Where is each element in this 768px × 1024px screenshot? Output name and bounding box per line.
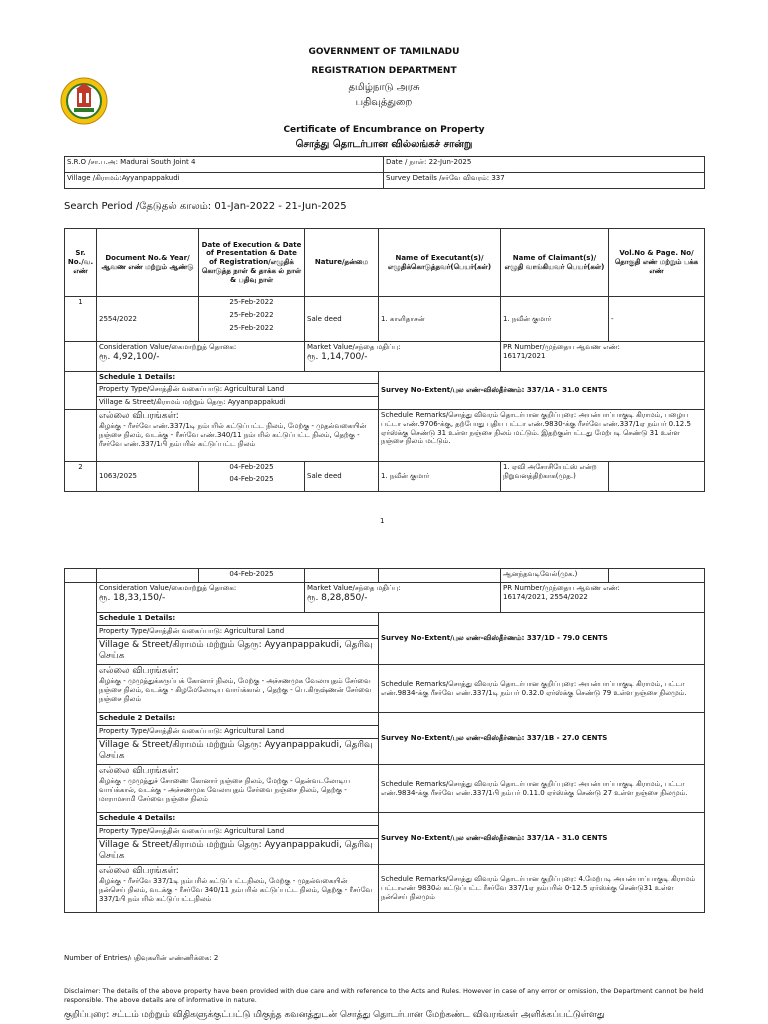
table-row: [65, 297, 705, 342]
entry2-claimant-cont: ஆனந்தவடிவேல்(முக.): [501, 569, 609, 583]
entry1-survey: Survey No-Extent/புல எண்-விஸ்தீர்ணம்: 337/1A - 31.0 CENTS: [379, 372, 705, 410]
entry1-exec-date: 25-Feb-2022: [229, 298, 274, 306]
entry2-doc: 1063/2025: [97, 462, 199, 492]
entry1-doc: 2554/2022: [97, 297, 199, 342]
entry1-dates: [199, 297, 305, 342]
consideration-label: Consideration Value/கைமாற்றுத் தொகை:: [99, 584, 237, 592]
entry2-s1-remarks: Schedule Remarks/சொத்து விவரம் தொடர்பான குறிப்புரை: அயன்பாப்பாகுடி கிராமம், பட்டா எண்.9834-க்கு ரீசர்வே எண்.337/1டி நம்பர் 0.32.0 ஏர்ஸ்க்கு செண்டு 79 உள்ள நஞ்சை நிலமும்.: [379, 665, 705, 713]
entry2-pres-date: 04-Feb-2025: [229, 474, 274, 483]
entry2-s1-survey: Survey No-Extent/புல எண்-விஸ்தீர்ணம்: 337/1D - 79.0 CENTS: [379, 613, 705, 665]
entry1-pr: [501, 342, 705, 372]
table-row: [65, 462, 705, 492]
table-header-row: [65, 229, 705, 297]
entry1-vol: -: [609, 297, 705, 342]
boundary-text: கிழக்கு - ரீசர்வே எண்.337/1டி நம்பரில் கட்டுப்பட்ட நிலம், மேற்கு - முதல்வகையின் நஞ்சை நிலம், வடக்கு - ரீசர்வே எண்.340/11 நம்பரில் கட்டுப்பட்ட நிலம், தெற்கு - ரீசர்வே எண்.337/1பி நம்பரில் கட்டுப்பட்ட நிலம்: [99, 422, 367, 448]
market-value: ரூ. 8,28,850/-: [307, 592, 368, 603]
table-row: [65, 342, 705, 372]
boundary-text: கிழக்கு - ரீசர்வே 337/1டி நம்பரில் கட்டுப்பட்டநிலம், மேற்கு - முதல்வகையின் நன்செய் நிலம், வடக்கு - ரீசர்வே 340/11 நம்பரில் கட்டுப்பட்ட நிலம், தெற்கு - ரீசர்வே 337/1பி நம்பரில் கட்டுப்பட்டநிலம்: [99, 877, 373, 903]
cert-title-ta: சொத்து தொடர்பான வில்லங்கச் சான்று: [295, 139, 473, 150]
entry2-s2-title: Schedule 2 Details:: [97, 713, 379, 726]
consideration-value: ரூ. 4,92,100/-: [99, 351, 160, 362]
entry1-claimant: 1. நவீன் குமார்: [501, 297, 609, 342]
entry2-reg-date: 04-Feb-2025: [199, 569, 305, 583]
entry2-s1-boundaries: [97, 665, 379, 713]
pr-value: 16174/2021, 2554/2022: [503, 592, 588, 601]
entry2-exec-date: 04-Feb-2025: [229, 463, 274, 471]
entry1-pres-date: 25-Feb-2022: [229, 310, 274, 319]
entry2-s4-ptype: Property Type/சொத்தின் வகைப்பாடு: Agricultural Land: [97, 826, 379, 839]
info-table: [64, 156, 705, 189]
entry2-s4-title: Schedule 4 Details:: [97, 813, 379, 826]
boundary-title: எல்லை விபரங்கள்:: [99, 766, 179, 776]
entry2-nature: Sale deed: [305, 462, 379, 492]
col-date: Date of Execution & Date of Presentation & Date of Registration/எழுதிக் கொடுத்த நாள் & தாக்க ல் நாள் & பதிவு நாள்: [199, 229, 305, 297]
pr-value: 16171/2021: [503, 351, 546, 360]
survey-cell: Survey Details /சர்வே விவரம்: 337: [384, 173, 705, 189]
entry2-s2-boundaries: [97, 765, 379, 813]
boundary-text: கிழக்கு - முமுத்துக்கருப்பக் கோனார் நிலம், மேற்கு - அச்சணமுக வேலாயுதம் சேர்வை நஞ்சை நிலம், வடக்கு - கிழமேலோடிய வாய்க்கால் , தெற்கு - பெ.கிருஷ்ணன் சேர்வை நஞ்சை நிலம்: [99, 677, 372, 703]
entry2-s2-survey: Survey No-Extent/புல எண்-விஸ்தீர்ணம்: 337/1B - 27.0 CENTS: [379, 713, 705, 765]
entry2-executant: 1. நவீன் குமார்: [379, 462, 501, 492]
boundary-text: கிழக்கு - முமுத்துச் சோணை கோனார் நஞ்சை நிலம், மேற்கு - தென்வடலோடிய வாய்க்கால், வடக்கு - அச்சணமுக வேலாயுதம் சேர்வை நஞ்சை நிலம், தெற்கு - மாராமசாமி சேர்வை நஞ்சை நிலம்: [99, 777, 350, 803]
page-number: 1: [380, 517, 385, 525]
entry1-boundaries: [97, 410, 379, 462]
entry1-executant: 1. காளிதாசன்: [379, 297, 501, 342]
encumbrance-table-page1: [64, 228, 705, 492]
pr-label: PR Number/முந்தைய ஆவண எண்:: [503, 584, 620, 592]
col-executant: Name of Executant(s)/ எழுதிக்கொடுத்தவர்(பெயர்(கள்): [379, 229, 501, 297]
consideration-label: Consideration Value/கைமாற்றுத் தொகை:: [99, 343, 237, 351]
market-value: ரூ. 1,14,700/-: [307, 351, 368, 362]
disclaimer-text-ta: குறிப்புரை: சட்டம் மற்றும் விதிகளுக்குட்பட்டு மிகுந்த கவனத்துடன் சொத்து தொடர்பான மேற்கண்ட விவரங்கள் அளிக்கப்பட்டுள்ளது: [64, 1010, 605, 1020]
gov-title-ta: தமிழ்நாடு அரசு: [348, 82, 420, 93]
gov-title: GOVERNMENT OF TAMILNADU: [308, 47, 460, 57]
entry2-s2-village: Village & Street/கிராமம் மற்றும் தெரு: Ayyanpappakudi, தெரிவு செய்க: [97, 739, 379, 765]
entry2-claimant: 1. ஏவி அசோசியேட்ஸ் என்ற நிறுவனத்திற்காக(முத.): [501, 462, 609, 492]
entry2-s4-remarks: Schedule Remarks/சொத்து விவரம் தொடர்பான குறிப்புரை: 4.மேற்படி அயன்பாப்பாகுடி கிராமம் பட்டாஎண் 9830ல் கட்டுப்பட்ட ரீசர்வே 337/1ஏ நம்பரில் 0-12.5 ஏர்ஸ்க்கு செண்டு31 உள்ள நன்செய் நிலமும்: [379, 865, 705, 913]
entries-count: Number of Entries/பதிவுகளின் எண்ணிக்கை: 2: [64, 954, 219, 962]
entry2-s1-village: Village & Street/கிராமம் மற்றும் தெரு: Ayyanpappakudi, தெரிவு செய்க: [97, 639, 379, 665]
sro-cell: S.R.O /சா.ப.அ: Madurai South Joint 4: [65, 157, 384, 173]
boundary-title: எல்லை விபரங்கள்:: [99, 411, 179, 421]
entry1-consideration: [97, 342, 305, 372]
col-sr: Sr. No./வ. எண்: [65, 229, 97, 297]
entry2-s4-survey: Survey No-Extent/புல எண்-விஸ்தீர்ணம்: 337/1A - 31.0 CENTS: [379, 813, 705, 865]
disclaimer-text: Disclaimer: The details of the above property have been provided with due care and with reference to the Acts and Rules. However in case of any error or omission, the Department cannot be held responsible. The above details are of informative in nature.: [64, 987, 704, 1004]
entry1-nature: Sale deed: [305, 297, 379, 342]
consideration-value: ரூ. 18,33,150/-: [99, 592, 166, 603]
entry1-ptype: Property Type/சொத்தின் வகைப்பாடு: Agricultural Land: [97, 384, 379, 397]
entry2-consideration: [97, 583, 305, 613]
entry1-village: Village & Street/கிராமம் மற்றும் தெரு: Ayyanpappakudi: [97, 397, 379, 410]
entry2-dates: [199, 462, 305, 492]
boundary-title: எல்லை விபரங்கள்:: [99, 866, 179, 876]
entry2-market: [305, 583, 501, 613]
col-claimant: Name of Claimant(s)/ எழுதி வாங்கியவர் பெயர்(கள்): [501, 229, 609, 297]
entry2-s4-village: Village & Street/கிராமம் மற்றும் தெரு: Ayyanpappakudi, தெரிவு செய்க: [97, 839, 379, 865]
cert-title: Certificate of Encumbrance on Property: [283, 125, 485, 135]
dept-title: REGISTRATION DEPARTMENT: [311, 66, 457, 76]
date-cell: Date / நாள்: 22-Jun-2025: [384, 157, 705, 173]
entry2-sr: 2: [65, 462, 97, 492]
boundary-title: எல்லை விபரங்கள்:: [99, 666, 179, 676]
dept-title-ta: பதிவுத்துறை: [355, 97, 413, 108]
entry1-sched-title: Schedule 1 Details:: [97, 372, 379, 384]
pr-label: PR Number/முந்தைய ஆவண எண்:: [503, 343, 620, 351]
col-doc: Document No.& Year/ ஆவண எண் மற்றும் ஆண்டு: [97, 229, 199, 297]
entry2-pr: [501, 583, 705, 613]
search-period: Search Period /தேடுதல் காலம்: 01-Jan-2022 - 21-Jun-2025: [64, 201, 347, 212]
entry2-s1-title: Schedule 1 Details:: [97, 613, 379, 626]
entry2-s2-ptype: Property Type/சொத்தின் வகைப்பாடு: Agricultural Land: [97, 726, 379, 739]
market-label: Market Value/சந்தை மதிப்பு:: [307, 343, 401, 351]
entry1-market: [305, 342, 501, 372]
encumbrance-table-page2: [64, 568, 705, 913]
col-vol: Vol.No & Page. No/ தொகுதி எண் மற்றும் பக்க எண்: [609, 229, 705, 297]
entry2-s4-boundaries: [97, 865, 379, 913]
entry1-remarks: Schedule Remarks/சொத்து விவரம் தொடர்பான குறிப்புரை: அயன்பாப்பாகுடி கிராமம், பழைய பட்டா எண்.9706-க்கு, தற்போது புதிய பட்டா எண்.9830-க்கு ரீசர்வே எண்.337/1ஏ நம்பர் 0.12.5 ஏர்ஸ்க்கு செண்டு 31 உள்ள நஞ்சை நிலம் மட்டும். இதற்குள்பட்டது மேற்படி செண்டு 31 உள்ள நஞ்சை நிலம் மட்டும்.: [379, 410, 705, 462]
entry1-reg-date: 25-Feb-2022: [229, 323, 274, 332]
col-nature: Nature/தன்மை: [305, 229, 379, 297]
entry2-s1-ptype: Property Type/சொத்தின் வகைப்பாடு: Agricultural Land: [97, 626, 379, 639]
market-label: Market Value/சந்தை மதிப்பு:: [307, 584, 401, 592]
entry1-sr: 1: [65, 297, 97, 342]
entry2-s2-remarks: Schedule Remarks/சொத்து விவரம் தொடர்பான குறிப்புரை: அயன்பாப்பாகுடி கிராமம், பட்டா எண்.9834-க்கு ரீசர்வே எண்.337/1பி நம்பர் 0.11.0 ஏர்ஸ்க்கு செண்டு 27 உள்ள நஞ்சை நிலமும்.: [379, 765, 705, 813]
village-cell: Village /கிராமம்:Ayyanpappakudi: [65, 173, 384, 189]
